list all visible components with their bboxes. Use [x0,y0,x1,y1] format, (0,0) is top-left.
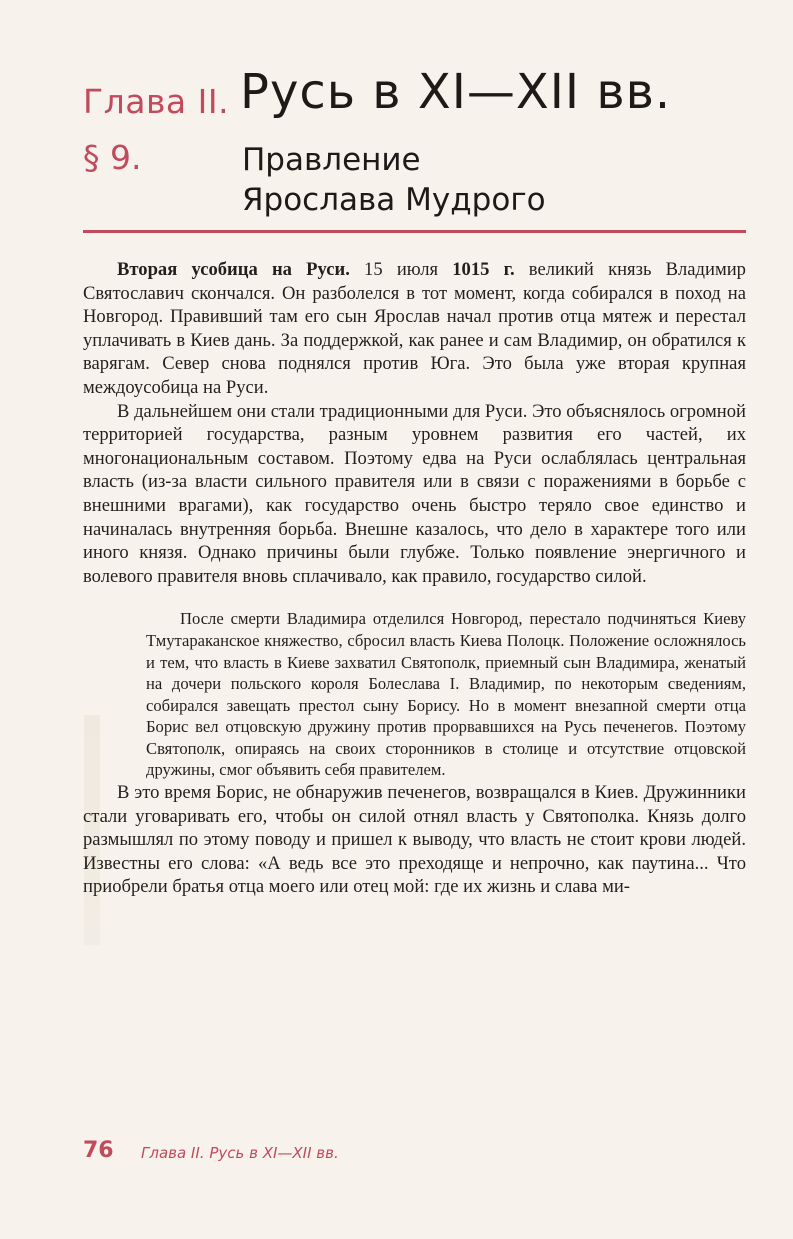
chapter-label: Глава II. [83,82,230,121]
section-number: § 9. [83,138,142,177]
chapter-title: Русь в XI—XII вв. [240,64,672,120]
paragraph-1-pre-date: 15 июля [349,259,453,280]
paragraph-1-lead: Вторая усобица на Руси. [117,259,350,280]
inset-text [146,608,746,781]
paragraph-1 [83,258,746,400]
running-head: Глава II. Русь в XI—XII вв. [141,1144,339,1162]
section-title [242,140,662,220]
paragraph-2: В дальнейшем они стали традиционными для Руси. Это объяснялось огромной территорией государства, разным уровнем развития его частей, их многонациональным составом. Поэтому едва на Руси ослаблялась центральная власть (из-за власти сильного правителя или в связи с поражениями в борьбе с внешними врагами), как государство очень быстро теряло свое единство и начиналась внутренняя борьба. Внешне казалось, что дело в характере того или иного князя. Однако причины были глубже. Только появление энергичного и волевого правителя вновь сплачивало, как правило, государство силой. [83,400,746,587]
main-text [83,258,746,899]
paragraph-1-year: 1015 г. [452,259,515,280]
paragraph-1-text: великий князь Владимир Святославич скончался. Он разболелся в тот момент, когда собирался в поход на Новгород. Правивший там его сын Ярослав начал против отца мятеж и перестал уплачивать в Киев дань. За поддержкой, как ранее и сам Владимир, он обратился к варягам. Север снова поднялся против Юга. Это была уже вторая крупная междоусобица на Руси. [83,259,746,398]
inset-paragraph: После смерти Владимира отделился Новгород, перестало подчиняться Киеву Тмутараканское княжество, сбросил власть Киева Полоцк. Положение осложнялось и тем, что власть в Киеве захватил Святополк, приемный сын Владимира, женатый на дочери польского короля Болеслава I. Владимир, по некоторым сведениям, собирался завещать престол сыну Борису. Но в момент внезапной смерти отца Борис вел отцовскую дружину против прорвавшихся на Русь печенегов. Поэтому Святополк, опираясь на своих сторонников в столице и отсутствие отцовской дружины, смог объявить себя правителем. [146,609,746,780]
header-divider [83,230,746,233]
paragraph-3: В это время Борис, не обнаружив печенегов, возвращался в Киев. Дружинники стали уговаривать его, чтобы он силой отнял власть у Святополка. Князь долго размышлял по этому поводу и пришел к выводу, что власть не стоит крови людей. Известны его слова: «А ведь все это преходяще и непрочно, как паутина... Что приобрели братья отца моего или отец мой: где их жизнь и слава ми- [83,782,746,898]
section-title-line2: Ярослава Мудрого [242,182,546,218]
section-title-line1: Правление [242,142,421,178]
page-number: 76 [83,1138,114,1163]
